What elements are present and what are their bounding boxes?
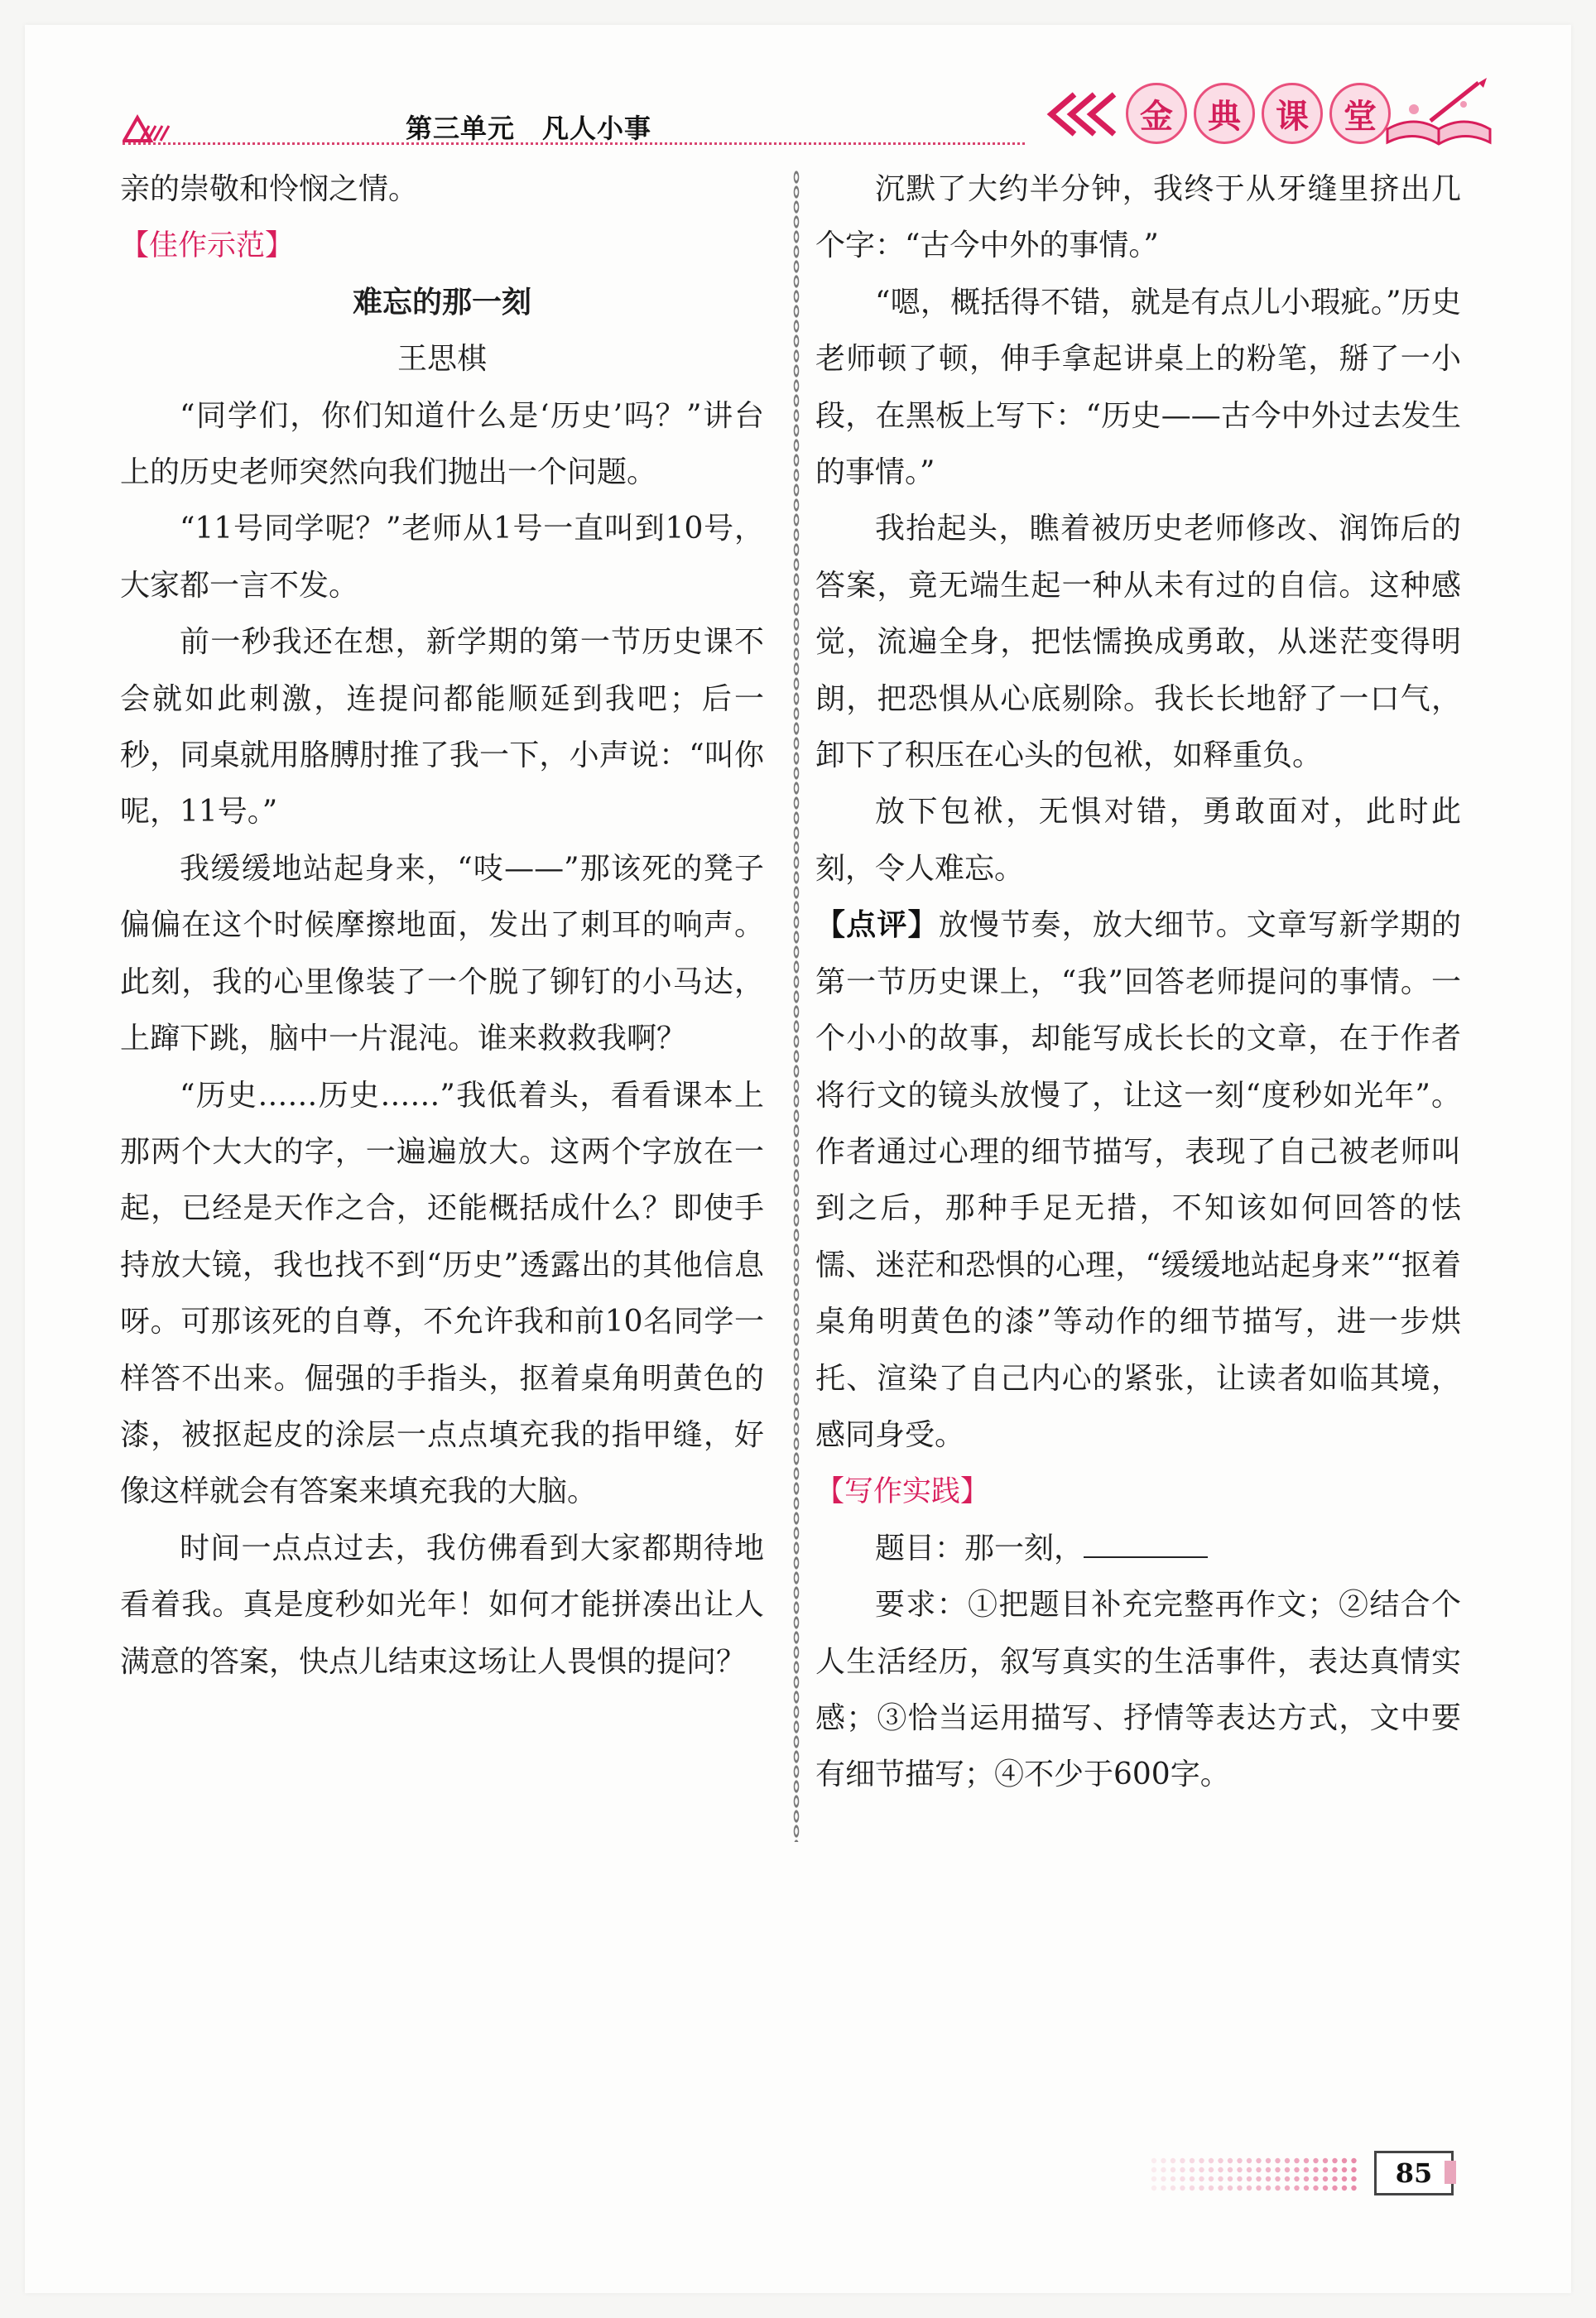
decorative-dot [1266,2186,1271,2191]
decorative-dot [1161,2176,1166,2181]
decorative-dot [1171,2158,1175,2163]
decorative-dot [1294,2158,1299,2163]
decorative-dot [1190,2186,1195,2191]
decorative-dot [1313,2176,1318,2181]
decorative-dot [1171,2176,1175,2181]
decorative-dot [1237,2176,1242,2181]
decorative-dot [1199,2176,1204,2181]
column-divider [791,170,802,1842]
decorative-dot [1247,2167,1252,2172]
decorative-dot [1190,2167,1195,2172]
decorative-dot [1161,2186,1166,2191]
decorative-dot [1256,2158,1261,2163]
decorative-dots [1149,2156,1364,2197]
comment-tag: 【点评】 [815,908,939,943]
decorative-dot [1266,2176,1271,2181]
decorative-dot [1351,2186,1356,2191]
open-book-pen-icon [1381,71,1497,154]
decorative-dot [1171,2167,1175,2172]
decorative-dot [1304,2158,1309,2163]
decorative-dot [1237,2186,1242,2191]
essay-paragraph: “历史……历史……”我低着头，看看课本上那两个大大的字，一遍遍放大。这两个字放在一起，已经是天作之合，还能概括成什么？即使手持放大镜，我也找不到“历史”透露出的其他信息呀。可那该死的自尊，不允许我和前10名同学一样答不出来。倔强的手指头，抠着桌角明黄色的漆，被抠起皮的涂层一点点填充我的指甲缝，好像这样就会有答案来填充我的大脑。 [120,1078,764,1509]
decorative-dot [1351,2158,1356,2163]
decorative-dot [1190,2176,1195,2181]
decorative-dot [1351,2167,1356,2172]
decorative-dot [1332,2158,1337,2163]
decorative-dot [1228,2186,1233,2191]
decorative-dot [1199,2158,1204,2163]
decorative-dot [1171,2186,1175,2191]
double-chevron-left-icon [1041,89,1121,139]
essay-paragraph: 放下包袱，无惧对错，勇敢面对，此时此刻，令人难忘。 [815,795,1461,886]
carryover-text: 亲的崇敬和怜悯之情。 [120,172,419,206]
decorative-dot [1323,2176,1328,2181]
decorative-dot [1266,2158,1271,2163]
decorative-dot [1294,2186,1299,2191]
decorative-dot [1247,2186,1252,2191]
decorative-dot [1294,2176,1299,2181]
decorative-dot [1332,2176,1337,2181]
decorative-dot [1342,2176,1347,2181]
decorative-dot [1323,2158,1328,2163]
section-tag-writing-practice: 【写作实践】 [815,1475,990,1509]
essay-paragraph: 沉默了大约半分钟，我终于从牙缝里挤出几个字：“古今中外的事情。” [815,172,1461,263]
decorative-dot [1218,2186,1223,2191]
decorative-dot [1209,2167,1214,2172]
brand-logo [1126,83,1391,144]
decorative-dot [1199,2167,1204,2172]
brand-char: 典 [1194,83,1255,144]
unit-title: 第三单元 凡人小事 [406,113,652,144]
header-dotted-line [123,142,1025,145]
decorative-dot [1161,2167,1166,2172]
decorative-dot [1209,2186,1214,2191]
practice-topic-text: 题目：那一刻， [875,1531,1084,1565]
essay-author: 王思棋 [397,342,487,377]
decorative-dot [1180,2167,1185,2172]
essay-paragraph: “11号同学呢？”老师从1号一直叫到10号，大家都一言不发。 [120,512,764,603]
decorative-dot [1275,2167,1280,2172]
practice-topic [815,1521,1461,1577]
essay-paragraph: 我抬起头，瞧着被历史老师修改、润饰后的答案，竟无端生起一种从未有过的自信。这种感觉，流遍全身，把怯懦换成勇敢，从迷茫变得明朗，把恐惧从心底剔除。我长长地舒了一口气，卸下了积压在心头的包袱，如释重负。 [815,512,1461,773]
decorative-dot [1237,2158,1242,2163]
decorative-dot [1285,2186,1290,2191]
decorative-dot [1285,2176,1290,2181]
decorative-dot [1237,2167,1242,2172]
decorative-dot [1342,2167,1347,2172]
decorative-dot [1304,2167,1309,2172]
decorative-dot [1256,2176,1261,2181]
decorative-dot [1304,2186,1309,2191]
essay-paragraph: “同学们，你们知道什么是‘历史’吗？”讲台上的历史老师突然向我们抛出一个问题。 [120,398,764,490]
decorative-dot [1285,2167,1290,2172]
essay-title: 难忘的那一刻 [352,285,531,320]
decorative-dot [1332,2167,1337,2172]
decorative-dot [1266,2167,1271,2172]
section-tag-model-essay: 【佳作示范】 [120,229,295,263]
decorative-dot [1285,2158,1290,2163]
essay-paragraph: “嗯，概括得不错，就是有点儿小瑕疵。”历史老师顿了顿，伸手拿起讲桌上的粉笔，掰了一小段，在黑板上写下：“历史——古今中外过去发生的事情。” [815,285,1461,490]
decorative-dot [1342,2158,1347,2163]
comment-block [815,897,1461,1464]
decorative-dot [1218,2176,1223,2181]
decorative-dot [1342,2186,1347,2191]
decorative-dot [1275,2186,1280,2191]
essay-paragraph: 前一秒我还在想，新学期的第一节历史课不会就如此刺激，连提问都能顺延到我吧；后一秒，同桌就用胳膊肘推了我一下，小声说：“叫你呢，11号。” [120,625,764,830]
brand-char: 课 [1262,83,1323,144]
decorative-dot [1228,2167,1233,2172]
decorative-dot [1209,2158,1214,2163]
decorative-dot [1351,2176,1356,2181]
decorative-dot [1180,2158,1185,2163]
decorative-dot [1275,2176,1280,2181]
page-number: 85 [1374,2151,1454,2195]
decorative-dot [1313,2158,1318,2163]
decorative-dot [1323,2186,1328,2191]
decorative-dot [1332,2186,1337,2191]
right-column [815,161,1461,1804]
practice-requirements: 要求：①把题目补充完整再作文；②结合个人生活经历，叙写真实的生活事件，表达真情实感；③恰当运用描写、抒情等表达方式，文中要有细节描写；④不少于600字。 [815,1588,1461,1792]
essay-paragraph: 我缓缓地站起身来，“吱——”那该死的凳子偏偏在这个时候摩擦地面，发出了刺耳的响声。此刻，我的心里像装了一个脱了铆钉的小马达，上蹿下跳，脑中一片混沌。谁来救救我啊？ [120,851,764,1056]
decorative-dot [1218,2167,1223,2172]
comment-text: 放慢节奏，放大细节。文章写新学期的第一节历史课上，“我”回答老师提问的事情。一个小小的故事，却能写成长长的文章，在于作者将行文的镜头放慢了，让这一刻“度秒如光年”。作者通过心理的细节描写，表现了自己被老师叫到之后，那种手足无措，不知该如何回答的怯懦、迷茫和恐惧的心理，“缓缓地站起身来”“抠着桌角明黄色的漆”等动作的细节描写，进一步烘托、渲染了自己内心的紧张，让读者如临其境，感同身受。 [815,908,1461,1452]
decorative-dot [1323,2167,1328,2172]
decorative-dot [1151,2176,1156,2181]
decorative-dot [1256,2186,1261,2191]
decorative-dot [1199,2186,1204,2191]
page-number-tab [1445,2161,1456,2184]
decorative-dot [1180,2186,1185,2191]
brand-char: 堂 [1329,83,1391,144]
decorative-dot [1294,2167,1299,2172]
triangle-mark-icon [123,113,180,142]
essay-paragraph: 时间一点点过去，我仿佛看到大家都期待地看着我。真是度秒如光年！如何才能拼凑出让人满意的答案，快点儿结束这场让人畏惧的提问？ [120,1531,764,1679]
decorative-dot [1247,2176,1252,2181]
decorative-dot [1228,2176,1233,2181]
decorative-dot [1228,2158,1233,2163]
decorative-dot [1209,2176,1214,2181]
decorative-dot [1161,2158,1166,2163]
decorative-dot [1304,2176,1309,2181]
decorative-dot [1151,2158,1156,2163]
topic-blank [1084,1523,1208,1558]
decorative-dot [1218,2158,1223,2163]
decorative-dot [1180,2176,1185,2181]
brand-char: 金 [1126,83,1187,144]
decorative-dot [1151,2186,1156,2191]
decorative-dot [1247,2158,1252,2163]
decorative-dot [1275,2158,1280,2163]
decorative-dot [1313,2167,1318,2172]
decorative-dot [1256,2167,1261,2172]
left-column [120,161,764,1690]
decorative-dot [1190,2158,1195,2163]
decorative-dot [1151,2167,1156,2172]
decorative-dot [1313,2186,1318,2191]
